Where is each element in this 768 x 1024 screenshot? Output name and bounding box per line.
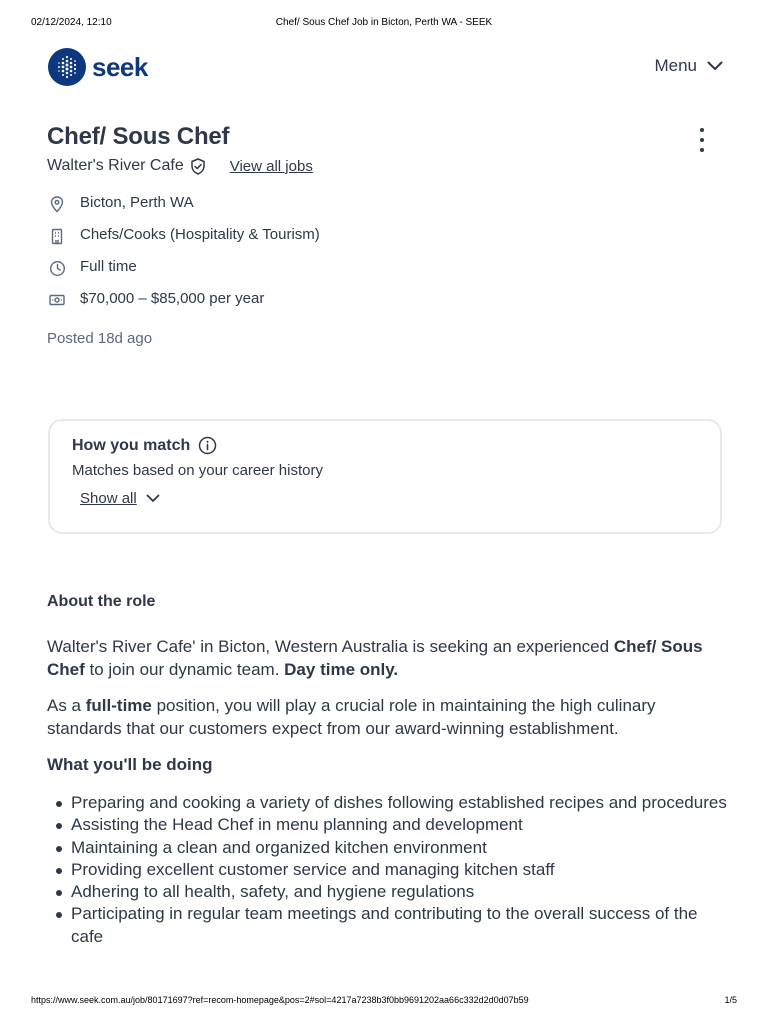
info-icon[interactable] [198,436,217,455]
match-subtitle: Matches based on your career history [72,462,323,479]
more-options-button[interactable] [695,128,709,152]
about-paragraph-2: As a full-time position, you will play a crucial role in maintaining the high culinary standards that our customers expect from our award-winning establishment. [47,696,656,738]
duties-list [47,792,727,948]
print-date: 02/12/2024, 12:10 [31,17,112,28]
company-name[interactable]: Walter's River Cafe [47,157,184,174]
show-all-label: Show all [80,490,137,507]
list-item: Maintaining a clean and organized kitchen environment [47,837,727,859]
posted-date: Posted 18d ago [47,330,153,347]
map-pin-icon [47,194,67,214]
list-item: Participating in regular team meetings and contributing to the overall success of the cafe [47,903,727,948]
more-vertical-icon [700,128,704,132]
match-title [72,436,217,455]
about-the-role-heading: About the role [47,593,156,610]
seek-logo-text: seek [92,51,148,82]
seek-logo[interactable] [48,48,148,86]
clock-icon [47,258,67,278]
print-title: Chef/ Sous Chef Job in Bicton, Perth WA - SEEK [275,17,493,28]
print-url: https://www.seek.com.au/job/80171697?ref=recom-homepage&pos=2#sol=4217a7238b3f0bb9691202aa66c332d2d0d07b59 [31,995,529,1005]
about-paragraph-1: Walter's River Cafe' in Bicton, Western Australia is seeking an experienced Chef/ Sous Chef to join our dynamic team. Day time only. [47,637,703,679]
job-work-type-text: Full time [80,258,137,275]
what-youll-be-doing-heading: What you'll be doing [47,755,213,774]
print-footer [0,995,768,1009]
print-header [0,17,768,31]
job-salary [47,290,320,322]
how-you-match-card [48,419,722,534]
job-classification-text[interactable]: Chefs/Cooks (Hospitality & Tourism) [80,226,320,243]
building-icon [47,226,67,246]
job-title: Chef/ Sous Chef [47,123,230,150]
chevron-down-icon [707,61,723,71]
list-item: Assisting the Head Chef in menu planning and development [47,814,727,836]
view-all-jobs-link[interactable]: View all jobs [229,157,313,175]
menu-label: Menu [654,56,697,75]
chevron-down-icon [146,494,160,503]
job-classification [47,226,320,258]
list-item: Providing excellent customer service and managing kitchen staff [47,859,727,881]
print-page-number: 1/5 [724,995,737,1005]
company-row [47,155,313,177]
show-all-button[interactable] [80,490,160,507]
menu-button[interactable] [654,56,723,76]
job-work-type [47,258,320,290]
list-item: Preparing and cooking a variety of dishes following established recipes and procedures [47,792,727,814]
money-icon [47,290,67,310]
job-salary-text: $70,000 – $85,000 per year [80,290,265,307]
job-meta-list [47,194,320,322]
job-location-text[interactable]: Bicton, Perth WA [80,194,194,211]
match-title-text: How you match [72,436,191,454]
shield-check-icon [190,158,206,175]
seek-logo-icon [48,48,86,86]
top-bar [48,48,723,88]
list-item: Adhering to all health, safety, and hygiene regulations [47,881,727,903]
job-location [47,194,320,226]
